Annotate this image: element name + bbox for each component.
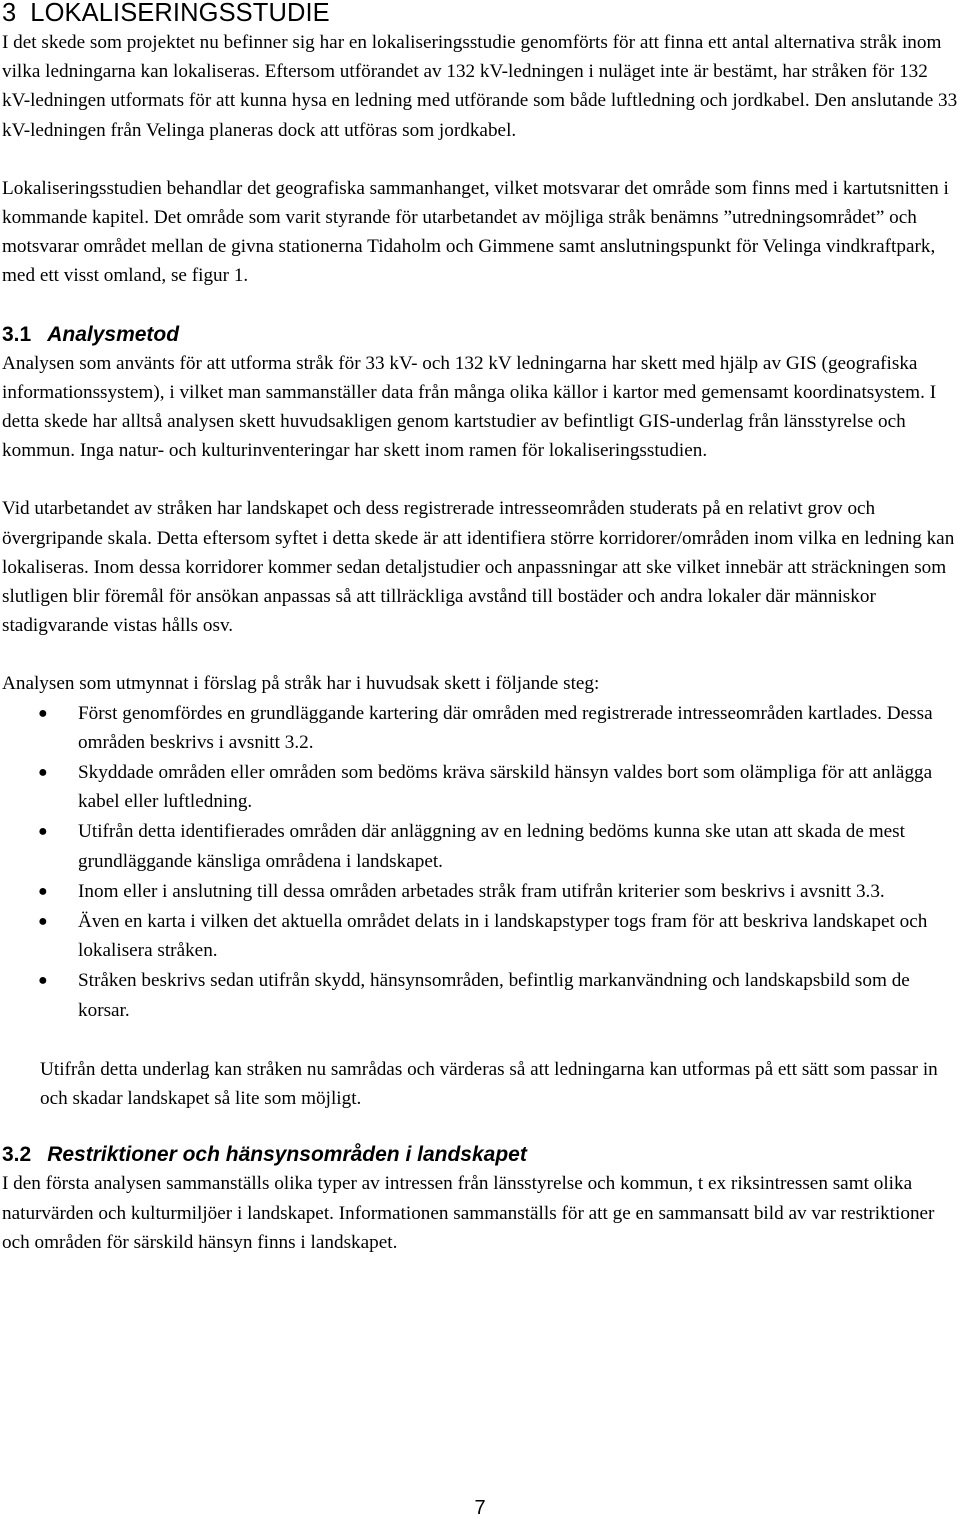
section-3-heading xyxy=(2,0,960,28)
section-3-2-heading xyxy=(2,1141,960,1169)
list-item-text: Inom eller i anslutning till dessa områden arbetades stråk fram utifrån kriterier som beskrivs i avsnitt 3.3. xyxy=(78,880,885,902)
paragraph: Vid utarbetandet av stråken har landskapet och dess registrerade intresseområden studerats på en relativt grov och övergripande skala. Detta eftersom syftet i detta skede är att identifiera större korridorer/områden inom vilka en ledning kan lokaliseras. Inom dessa korridorer kommer sedan detaljstudier och anpassningar att ske vilket innebär att sträckningen som slutligen blir föremål för ansökan anpassas så att tillräckliga avstånd till bostäder och andra lokaler där människor stadigvarande vistas hålls osv. xyxy=(2,498,955,637)
bullet-icon: ● xyxy=(38,704,48,722)
list-item-text: Skyddade områden eller områden som bedöms kräva särskild hänsyn valdes bort som olämpliga för att anlägga kabel eller luftledning. xyxy=(78,762,933,813)
bullet-icon: ● xyxy=(38,823,48,841)
list-item xyxy=(2,758,960,816)
bullet-icon: ● xyxy=(38,882,48,900)
list-item-text: Utifrån detta identifierades områden där anläggning av en ledning bedöms kunna ske utan att skada de mest grundläggande känsliga områdena i landskapet. xyxy=(78,821,905,872)
analysis-steps-list xyxy=(2,699,960,1025)
bullet-icon: ● xyxy=(38,764,48,782)
list-item xyxy=(2,817,960,875)
section-3-number: 3 xyxy=(2,0,17,27)
section-3-2-title: Restriktioner och hänsynsområden i landskapet xyxy=(47,1143,527,1167)
paragraph: I det skede som projektet nu befinner sig har en lokaliseringsstudie genomförts för att finna ett antal alternativa stråk inom vilka ledningarna kan lokaliseras. Eftersom utförandet av 132 kV-ledningen i nuläget inte är bestämt, har stråken för 132 kV-ledningen utformats för att kunna hysa en ledning med utförande som både luftledning och jordkabel. Den anslutande 33 kV-ledningen från Velinga planeras dock att utföras som jordkabel. xyxy=(2,32,958,141)
bullet-icon: ● xyxy=(38,972,48,990)
paragraph: Analysen som utmynnat i förslag på stråk har i huvudsak skett i följande steg: xyxy=(2,673,600,695)
list-item xyxy=(2,877,960,906)
list-item-text: Först genomfördes en grundläggande kartering där områden med registrerade intresseområden kartlades. Dessa områden beskrivs i avsnitt 3.2. xyxy=(78,702,933,753)
section-3-1-number: 3.1 xyxy=(2,322,32,346)
bullet-icon: ● xyxy=(38,913,48,931)
list-item xyxy=(2,966,960,1024)
list-item-text: Även en karta i vilken det aktuella området delats in i landskapstyper togs fram för att beskriva landskapet och lokalisera stråken. xyxy=(78,911,928,962)
section-3-title: LOKALISERINGSSTUDIE xyxy=(30,0,330,27)
paragraph: I den första analysen sammanställs olika typer av intressen från länsstyrelse och kommun, t ex riksintressen samt olika naturvärden och kulturmiljöer i landskapet. Informationen sammanställs för att ge en sammansatt bild av var restriktioner och områden för särskild hänsyn finns i landskapet. xyxy=(2,1173,935,1253)
list-item-text: Stråken beskrivs sedan utifrån skydd, hänsynsområden, befintlig markanvändning och landskapsbild som de korsar. xyxy=(78,970,910,1021)
closing-paragraph: Utifrån detta underlag kan stråken nu samrådas och värderas så att ledningarna kan utformas på ett sätt som passar in och skadar landskapet så lite som möjligt. xyxy=(40,1058,938,1110)
section-3-2-number: 3.2 xyxy=(2,1143,32,1167)
page-number: 7 xyxy=(474,1497,486,1519)
paragraph: Lokaliseringsstudien behandlar det geografiska sammanhanget, vilket motsvarar det område som finns med i kartutsnitten i kommande kapitel. Det område som varit styrande för utarbetandet av möjliga stråk benämns ”utredningsområdet” och motsvarar området mellan de givna stationerna Tidaholm och Gimmene samt anslutningspunkt för Velinga vindkraftpark, med ett visst omland, se figur 1. xyxy=(2,177,949,287)
section-3-1-title: Analysmetod xyxy=(47,322,180,346)
list-item xyxy=(2,699,960,757)
section-3-1-heading xyxy=(2,321,960,349)
paragraph: Analysen som använts för att utforma stråk för 33 kV- och 132 kV ledningarna har skett med hjälp av GIS (geografiska informationssystem), i vilket man sammanställer data från många olika källor i kartor med gemensamt koordinatsystem. I detta skede har alltså analysen skett huvudsakligen genom kartstudier av befintligt GIS-underlag från länsstyrelse och kommun. Inga natur- och kulturinventeringar har skett inom ramen för lokaliseringsstudien. xyxy=(2,352,937,462)
list-item xyxy=(2,907,960,965)
